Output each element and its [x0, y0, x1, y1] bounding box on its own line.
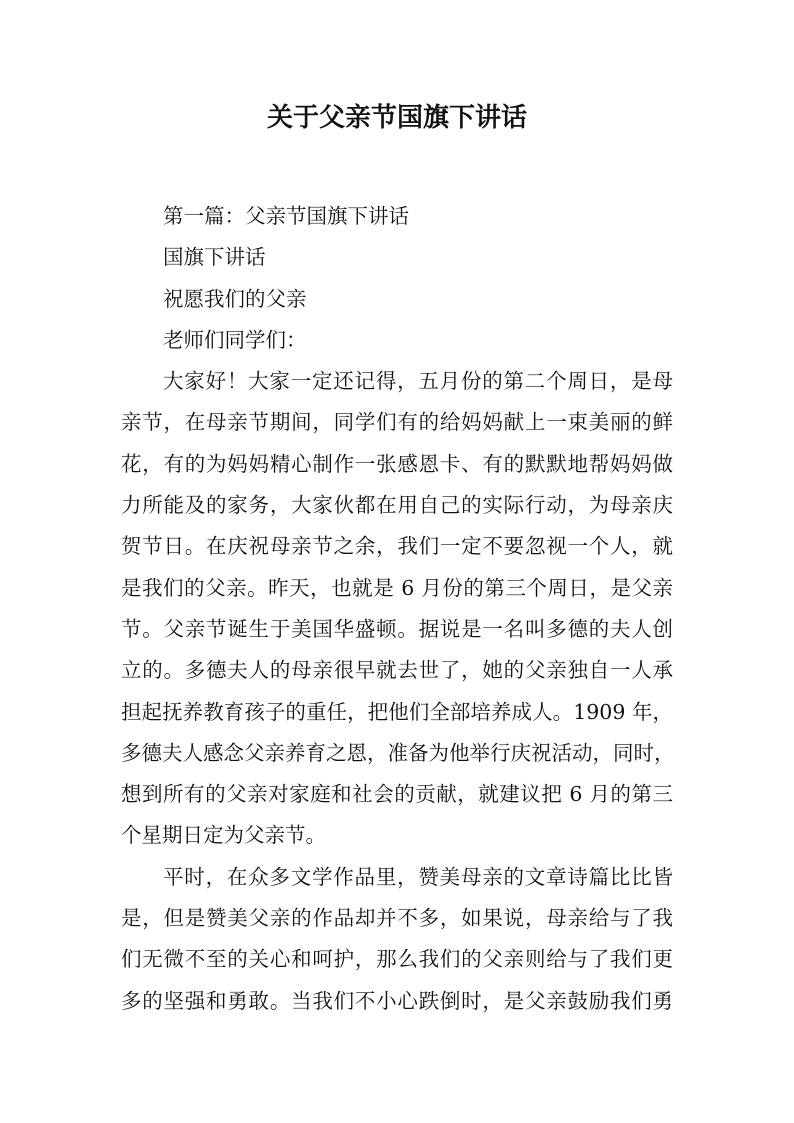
paragraph-line: 贺节日。在庆祝母亲节之余，我们一定不要忽视一个人，就 [121, 534, 673, 559]
document-title: 关于父亲节国旗下讲话 [266, 103, 527, 133]
paragraph-line: 是我们的父亲。昨天，也就是 6 月份的第三个周日，是父亲 [121, 575, 673, 600]
paragraph-line: 亲节，在母亲节期间，同学们有的给妈妈献上一束美丽的鲜 [121, 410, 673, 435]
paragraph-line: 花，有的为妈妈精心制作一张感恩卡、有的默默地帮妈妈做 [121, 451, 673, 476]
paragraph-line: 担起抚养教育孩子的重任，把他们全部培养成人。1909 年， [121, 699, 673, 724]
paragraph-line: 节。父亲节诞生于美国华盛顿。据说是一名叫多德的夫人创 [121, 616, 673, 641]
paragraph-line: 想到所有的父亲对家庭和社会的贡献，就建议把 6 月的第三 [121, 782, 673, 807]
paragraph-line: 多德夫人感念父亲养育之恩，准备为他举行庆祝活动，同时， [121, 740, 675, 765]
paragraph-line: 大家好！大家一定还记得，五月份的第二个周日，是母 [163, 369, 673, 394]
paragraph-line: 平时，在众多文学作品里，赞美母亲的文章诗篇比比皆 [163, 864, 673, 889]
section-heading: 第一篇：父亲节国旗下讲话 [163, 204, 409, 228]
subheading: 祝愿我们的父亲 [163, 286, 307, 311]
paragraph-line: 立的。多德夫人的母亲很早就去世了，她的父亲独自一人承 [121, 658, 673, 683]
subheading: 国旗下讲话 [163, 245, 266, 270]
paragraph-line: 力所能及的家务，大家伙都在用自己的实际行动，为母亲庆 [121, 493, 673, 518]
salutation: 老师们同学们： [163, 327, 307, 352]
paragraph-line: 个星期日定为父亲节。 [121, 823, 326, 848]
document-body [121, 196, 673, 1022]
paragraph-line: 是，但是赞美父亲的作品却并不多，如果说，母亲给与了我 [121, 906, 673, 931]
paragraph-line: 多的坚强和勇敢。当我们不小心跌倒时，是父亲鼓励我们勇 [121, 988, 673, 1013]
paragraph-line: 们无微不至的关心和呵护，那么我们的父亲则给与了我们更 [121, 947, 673, 972]
